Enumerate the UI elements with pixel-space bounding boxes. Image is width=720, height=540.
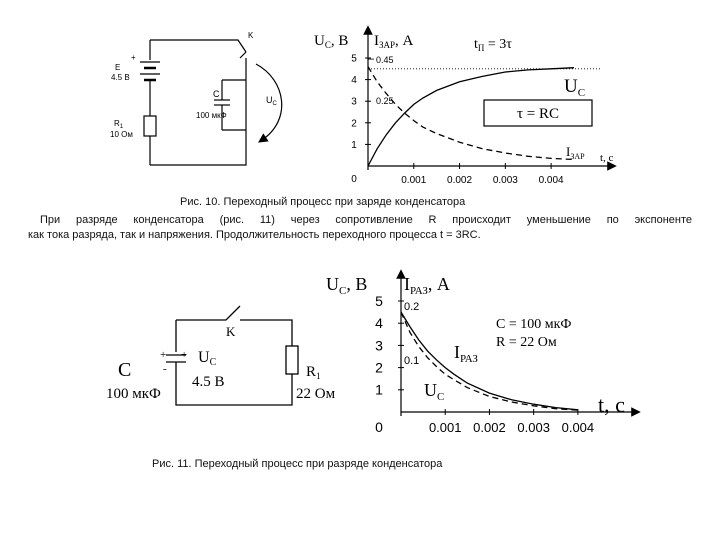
y-axis-label-right: $I_{РАЗ}$, А [404, 274, 450, 297]
fig1-resistor-label: $R_1$ [114, 119, 124, 130]
fig2-resistor-label: $R_1$ [306, 364, 321, 381]
y-tick-label: 1 [351, 139, 357, 151]
fig2-plus2: + [181, 349, 188, 361]
fig1-circuit [140, 40, 282, 165]
tau-formula: τ = RC [517, 106, 559, 122]
fig1-capacitor-label: C [213, 89, 220, 99]
fig2-voltage-value: 4.5 В [192, 374, 225, 390]
fig1-battery-symbol [140, 62, 160, 80]
fig1-resistor-value: 10 Ом [110, 130, 133, 139]
y-axis-label-left: $U_C$, В [314, 33, 349, 50]
c-annotation: C = 100 мкФ [496, 317, 572, 332]
current-tick-label: 0.45 [376, 55, 394, 66]
x-tick-label: 0.004 [538, 175, 564, 186]
y-tick-label: 2 [351, 118, 357, 130]
fig1-circuit-labels [110, 31, 278, 139]
fig2-voltage-label: UC [198, 349, 217, 368]
fig2-switch-label: K [226, 324, 236, 339]
fig1-battery-value: 4.5 В [111, 73, 130, 82]
fig2-resistor-value: 22 Ом [296, 386, 336, 402]
x-tick-label: 0.002 [447, 175, 473, 186]
fig1-battery-label: E [115, 63, 121, 72]
y-axis-label-right: $I_{ЗАР}$, А [374, 33, 414, 50]
x-tick-label: 0.003 [492, 175, 518, 186]
y-tick-label: 1 [375, 381, 383, 398]
paragraph-line-2: как тока разряда, так и напряжения. Продолжительность переходного процесса t = 3RC. [28, 229, 481, 241]
fig2-wire-top-left [176, 306, 240, 320]
fig2-chart [326, 274, 636, 435]
i-curve-label: $I_{РАЗ}$ [454, 342, 478, 365]
y-tick-label: 5 [351, 53, 357, 65]
fig2-capacitor-value: 100 мкФ [106, 386, 161, 402]
uc-curve-label: $U_C$ [424, 380, 445, 403]
x-tick-label: 0.002 [473, 420, 506, 435]
fig2-minus: - [163, 363, 167, 375]
y-tick-label: 3 [351, 96, 357, 108]
fig2-circuit-labels [106, 324, 336, 402]
current-tick-label: 0.1 [404, 354, 420, 367]
y-tick-label: 4 [351, 75, 357, 87]
fig2-capacitor-label: C [118, 359, 132, 381]
fig1-switch-label: K [248, 31, 254, 40]
y-tick-label: 0 [351, 174, 357, 185]
y-tick-label: 0 [375, 419, 383, 435]
x-axis-label: t, c [600, 152, 614, 164]
x-tick-label: 0.001 [401, 175, 427, 186]
fig1-capacitor-value: 100 мкФ [196, 111, 227, 120]
fig1-plus-sign: + [131, 53, 136, 62]
x-tick-label: 0.003 [517, 420, 550, 435]
y-tick-label: 2 [375, 359, 383, 376]
i-curve-label: $I_{ЗАР}$ [566, 144, 585, 161]
fig2-resistor-symbol [286, 346, 298, 374]
x-tick-label: 0.001 [428, 420, 462, 435]
fig1-chart [314, 30, 614, 186]
fig2-plus1: + [160, 349, 167, 361]
y-tick-label: 3 [375, 337, 383, 354]
current-tick-label: 0.25 [376, 96, 394, 107]
fig1-wire-top [150, 40, 246, 52]
x-axis-label: t, c [598, 392, 625, 417]
y-tick-label: 4 [375, 315, 383, 332]
body-paragraph [28, 213, 692, 243]
current-tick-label: 0.2 [404, 300, 420, 313]
fig1-voltage-label: $U_C$ [266, 95, 277, 107]
fig1-resistor-symbol [144, 116, 156, 136]
y-tick-label: 5 [375, 292, 383, 309]
tp-annotation: $t_П = 3\tau$ [474, 37, 512, 53]
r-annotation: R = 22 Ом [496, 335, 557, 350]
figure-caption-10: Рис. 10. Переходный процесс при заряде конденсатора [180, 196, 466, 208]
fig2-wire-top-right [240, 320, 292, 346]
y-axis-label-left: $U_C$, В [326, 274, 368, 297]
uc-curve-label: $U_C$ [564, 76, 586, 99]
fig1-switch-blade [240, 52, 246, 58]
figure-caption-11: Рис. 11. Переходный процесс при разряде конденсатора [152, 458, 443, 470]
x-tick-label: 0.004 [561, 420, 595, 435]
paragraph-line-1: При разряде конденсатора (рис. 11) через сопротивление R происходит уменьшение по экспоненте [40, 214, 692, 226]
